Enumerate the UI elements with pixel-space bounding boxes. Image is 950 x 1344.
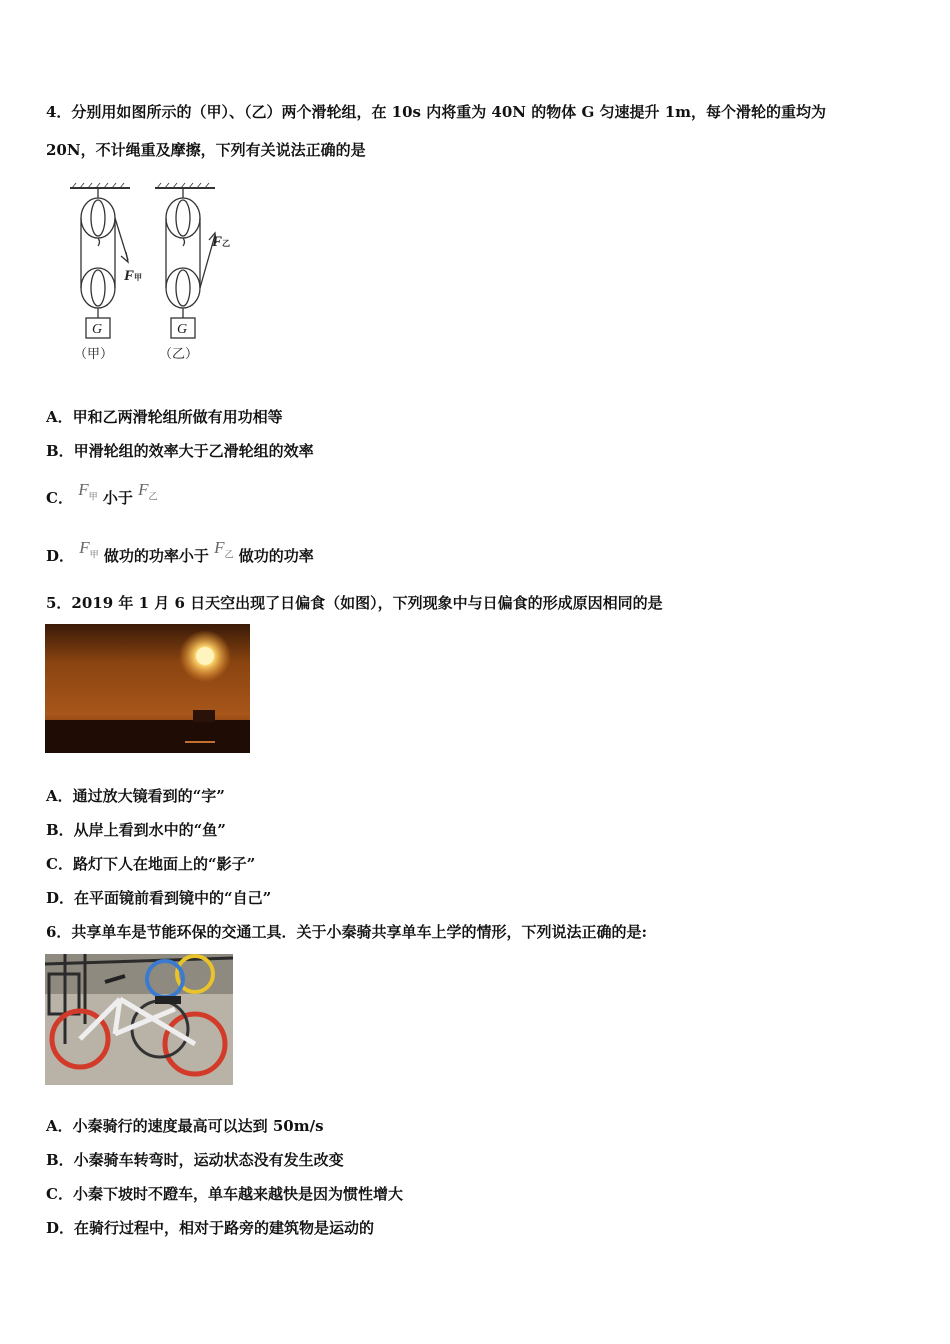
symbol-f-jia: $F_甲$ bbox=[78, 480, 98, 502]
weight-label-right: G bbox=[177, 322, 188, 337]
q4-option-d[interactable] bbox=[46, 538, 314, 572]
q4-text-line1: 4．分别用如图所示的（甲）、（乙）两个滑轮组，在 10s 内将重为 40N 的物体 G 匀速提升 1m，每个滑轮的重均为 bbox=[46, 103, 827, 121]
q4-option-d-text: 做功的功率小于 bbox=[103, 547, 209, 565]
symbol-f-jia: $F_甲$ bbox=[79, 538, 99, 560]
pulley-diagram bbox=[60, 180, 260, 370]
q6-option-d[interactable]: D．在骑行过程中，相对于路旁的建筑物是运动的 bbox=[46, 1219, 375, 1237]
q6-text: 6．共享单车是节能环保的交通工具．关于小秦骑共享单车上学的情形，下列说法正确的是: bbox=[46, 923, 647, 941]
q4-option-d-suffix: 做功的功率 bbox=[238, 547, 314, 565]
force-jia-label: F甲 bbox=[124, 268, 143, 284]
q4-option-b[interactable]: B．甲滑轮组的效率大于乙滑轮组的效率 bbox=[46, 442, 314, 460]
q5-option-b[interactable]: B．从岸上看到水中的“鱼” bbox=[46, 821, 226, 839]
q5-text: 5．2019 年 1 月 6 日天空出现了日偏食（如图），下列现象中与日偏食的形成原因相同的是 bbox=[46, 594, 663, 612]
caption-yi: （乙） bbox=[159, 347, 199, 362]
force-yi-label: F乙 bbox=[212, 234, 231, 250]
q4-option-d-prefix: D． bbox=[46, 547, 75, 565]
eclipse-photo bbox=[45, 624, 250, 753]
caption-jia: （甲） bbox=[74, 347, 114, 362]
q4-option-c-prefix: C． bbox=[46, 489, 73, 507]
q4-option-c-text: 小于 bbox=[102, 489, 133, 507]
q5-option-c[interactable]: C．路灯下人在地面上的“影子” bbox=[46, 855, 256, 873]
symbol-f-yi: $F_乙$ bbox=[214, 538, 234, 560]
q6-option-c[interactable]: C．小秦下坡时不蹬车，单车越来越快是因为惯性增大 bbox=[46, 1185, 403, 1203]
symbol-f-yi: $F_乙$ bbox=[138, 480, 158, 502]
q4-option-c[interactable] bbox=[46, 480, 158, 514]
q6-option-a[interactable]: A．小秦骑行的速度最高可以达到 50m/s bbox=[46, 1117, 324, 1135]
bicycle-photo bbox=[45, 954, 233, 1085]
q4-option-a[interactable]: A．甲和乙两滑轮组所做有用功相等 bbox=[46, 408, 283, 426]
q5-option-d[interactable]: D．在平面镜前看到镜中的“自己” bbox=[46, 889, 272, 907]
q6-option-b[interactable]: B．小秦骑车转弯时，运动状态没有发生改变 bbox=[46, 1151, 344, 1169]
weight-label-left: G bbox=[92, 322, 103, 337]
q5-option-a[interactable]: A．通过放大镜看到的“字” bbox=[46, 787, 225, 805]
q4-text-line2: 20N，不计绳重及摩擦，下列有关说法正确的是 bbox=[46, 141, 366, 159]
